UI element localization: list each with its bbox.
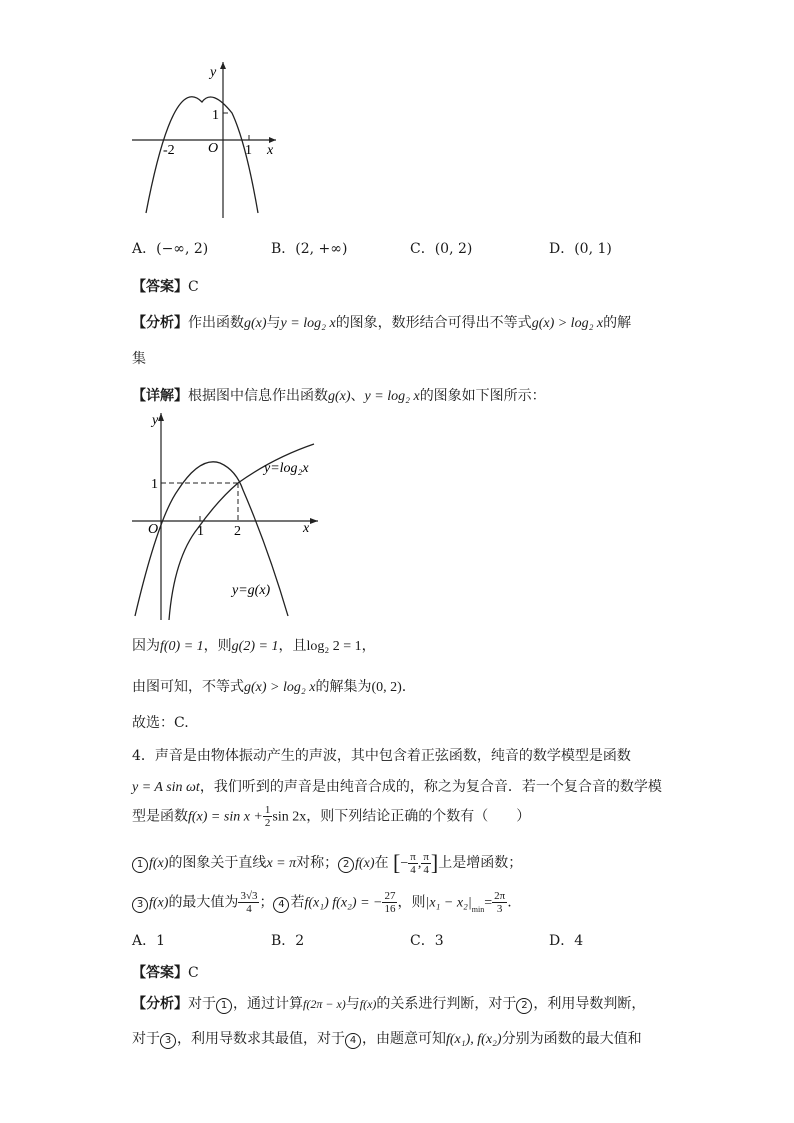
math: (0, 2) [371, 680, 402, 695]
text: 上是增函数； [438, 855, 523, 871]
text: 对于 [132, 1031, 160, 1047]
statement-1-2: 1 f(x)的图象关于直线x = π对称； 2 f(x)在 [− $\frac{\pi}{4}$ , $\frac{\pi}{4}$ ]上是增函数； [132, 850, 522, 876]
text: ，由题意可知 [362, 1031, 446, 1047]
text: 对于 [188, 996, 216, 1012]
analysis-text: 作出函数 [188, 315, 244, 331]
text: ，利用导数求其最值，对于 [177, 1031, 345, 1047]
text: 分别为函数的最大值和 [501, 1031, 642, 1047]
subscript: min [471, 904, 485, 914]
den: 3 [496, 903, 503, 915]
analysis-tag: 【分析】 [132, 315, 188, 331]
statement-3-4 [132, 890, 512, 915]
text: . [507, 894, 512, 911]
detail-text: 根据图中信息作出函数 [188, 388, 328, 404]
circled-number: 1 [216, 998, 232, 1014]
math: g(2) = 1 [231, 639, 279, 654]
circled-number: 3 [132, 897, 148, 913]
text: ，则 [203, 638, 232, 654]
math: f(x) [149, 895, 169, 911]
analysis-line-2: 集 [132, 351, 146, 367]
q4-option-d[interactable]: D．4 [549, 933, 584, 949]
circled-number: 4 [345, 1033, 361, 1049]
detail-tag: 【详解】 [132, 388, 188, 404]
math-log: y = log₂ x [280, 316, 336, 331]
text: 与 [345, 996, 360, 1012]
math: f(2π − x) [303, 997, 346, 1011]
analysis-line-1 [132, 312, 631, 332]
option-a[interactable]: A．(−∞, 2) [132, 241, 209, 257]
text: 型是函数 [132, 808, 188, 825]
option-b[interactable]: B．(2, +∞) [271, 241, 348, 257]
answer-line-2 [132, 962, 199, 982]
text: 因为 [132, 638, 160, 654]
q4-line-1: 4．声音是由物体振动产生的声波，其中包含着正弦函数，纯音的数学模型是函数 [132, 748, 631, 764]
conclusion-line [132, 676, 406, 696]
answer-tag: 【答案】 [132, 279, 188, 295]
num: 27 [384, 890, 396, 902]
graph-parabola [128, 58, 278, 220]
analysis2-line-2 [132, 1028, 642, 1049]
math-gx: g(x) [328, 389, 351, 404]
q4-line-2 [132, 776, 662, 796]
answer-tag: 【答案】 [132, 965, 188, 981]
text: ，则下列结论正确的个数有（ ） [306, 808, 531, 825]
g2-g-label: y=g(x) [232, 583, 271, 598]
den: 4 [423, 863, 429, 876]
den: 16 [384, 903, 396, 915]
text: 的解集为 [315, 679, 372, 695]
circled-number: 2 [338, 857, 354, 873]
fraction [382, 890, 397, 915]
text: ，通过计算 [233, 996, 303, 1012]
math-gx: g(x) [244, 316, 267, 331]
g1-y-one: 1 [212, 108, 219, 123]
text: 对称； [296, 855, 339, 871]
analysis2-line-1 [132, 993, 645, 1014]
math: = [484, 895, 493, 911]
option-d[interactable]: D．(0, 1) [549, 241, 612, 257]
math: x = π [266, 856, 297, 871]
text: 的关系进行判断，对于 [376, 996, 517, 1012]
fraction [238, 890, 259, 915]
analysis-text: 的解 [603, 315, 632, 331]
math: − [400, 856, 409, 871]
text: ， [361, 638, 376, 654]
g2-log-label: y=log₂x [264, 461, 309, 476]
math: y = A sin ωt [132, 780, 200, 795]
analysis-text: 与 [266, 315, 281, 331]
analysis-text: 的图象，数形结合可得出不等式 [335, 315, 532, 331]
detail-text: 、 [350, 388, 365, 404]
g2-x-label: x [303, 521, 310, 536]
g2-tick-one: 1 [197, 524, 204, 539]
answer-line [132, 276, 199, 296]
math: f(x₁) f(x₂) = − [304, 895, 383, 911]
g1-y-label: y [210, 65, 217, 80]
circled-number: 2 [516, 998, 532, 1014]
den: 2 [264, 817, 271, 829]
text: 的图象关于直线 [168, 855, 267, 871]
math-ineq: g(x) > log₂ x [531, 316, 604, 331]
g2-y-label: y [152, 413, 159, 428]
fraction [421, 851, 431, 876]
q4-option-a[interactable]: A．1 [132, 933, 166, 949]
g2-origin: O [148, 522, 159, 537]
math: f(x₁), f(x₂) [446, 1032, 502, 1047]
math: f(0) = 1 [160, 639, 204, 654]
math: |x₁ − x₂| [425, 895, 472, 911]
num: 1 [264, 804, 271, 816]
text: ，且 [278, 638, 307, 654]
because-line [132, 635, 376, 655]
circled-number: 4 [273, 897, 289, 913]
text: 的最大值为 [168, 894, 239, 911]
text: ，则 [397, 894, 426, 911]
circled-number: 1 [132, 857, 148, 873]
text: ； [259, 894, 274, 911]
bracket-close: ] [430, 850, 439, 875]
math: sin 2x [272, 809, 307, 825]
math: f(x) [149, 856, 169, 871]
option-c[interactable]: C．(0, 2) [410, 241, 473, 257]
math: log₂ 2 = 1 [306, 639, 362, 654]
num: 2π [494, 890, 506, 902]
fraction [263, 804, 273, 829]
g2-y-one: 1 [151, 477, 158, 492]
math-log: y = log₂ x [364, 389, 420, 404]
text: . [401, 679, 407, 695]
g1-origin: O [208, 141, 219, 156]
q4-line-3 [132, 804, 530, 829]
text: 若 [290, 894, 305, 911]
q4-option-c[interactable]: C．3 [410, 933, 444, 949]
text: 由图可知，不等式 [132, 679, 244, 695]
q4-option-b[interactable]: B．2 [271, 933, 305, 949]
g1-neg-two: -2 [163, 143, 175, 158]
text: 在 [374, 855, 389, 871]
math: f(x) = sin x + [188, 809, 263, 825]
math: f(x) [359, 997, 377, 1011]
g1-x-one: 1 [245, 143, 252, 158]
analysis-tag: 【分析】 [132, 996, 188, 1012]
bracket-open: [ [393, 850, 401, 875]
answer-value: C [188, 279, 199, 295]
text: ，我们听到的声音是由纯音合成的，称之为复合音．若一个复合音的数学模 [199, 779, 662, 795]
graph-log-and-g [128, 408, 328, 623]
fraction [408, 851, 418, 876]
num: π [410, 850, 416, 863]
math: g(x) > log₂ x [244, 680, 316, 695]
choose-line: 故选：C. [132, 715, 189, 731]
g2-tick-two: 2 [234, 524, 241, 539]
fraction [492, 890, 507, 915]
detail-text: 的图象如下图所示： [419, 388, 546, 404]
answer-value: C [188, 965, 199, 981]
num: π [423, 850, 429, 863]
den: 4 [410, 863, 416, 876]
num: 3√3 [240, 890, 258, 902]
math: f(x) [355, 856, 375, 871]
detail-line [132, 385, 546, 405]
circled-number: 3 [160, 1033, 176, 1049]
g1-x-label: x [267, 143, 274, 158]
den: 4 [246, 903, 252, 915]
text: ，利用导数判断， [533, 996, 646, 1012]
